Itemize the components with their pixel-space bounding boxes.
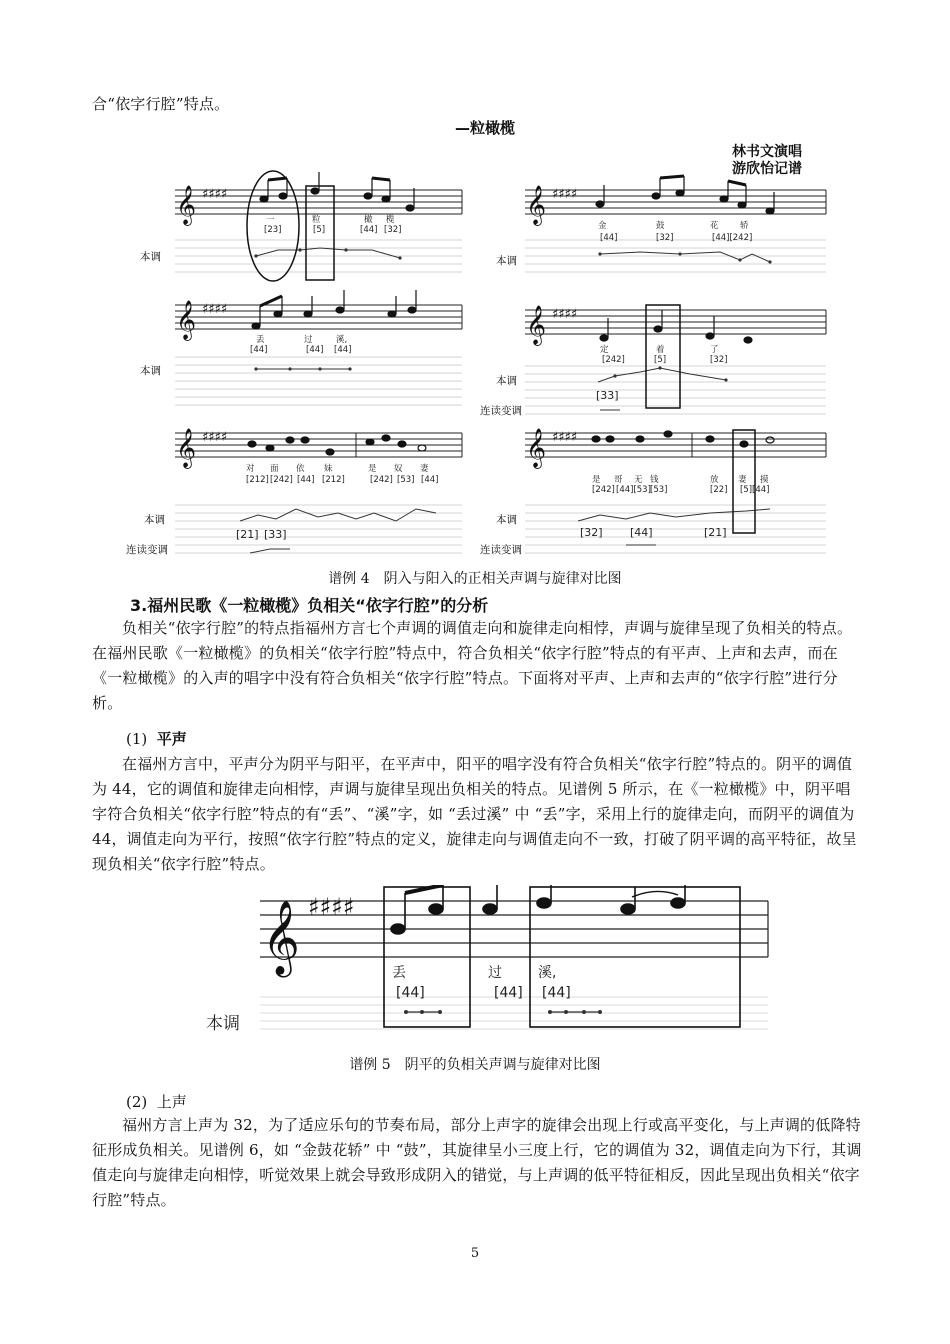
svg-text:𝄞: 𝄞	[526, 428, 547, 468]
right-label-ben-2: 本调	[496, 375, 517, 387]
tone-value: [53]	[650, 485, 668, 495]
tone-value: [53]	[397, 475, 415, 485]
tone-value: [5]	[654, 355, 667, 365]
subsection-1-num: (1)	[126, 730, 148, 748]
figure4-credit-2: 游欣怡记谱	[732, 161, 802, 177]
tone-value: [242]	[592, 485, 615, 495]
right-label-ben-3: 本调	[496, 514, 517, 526]
lyric: 是	[368, 464, 377, 474]
svg-text:♯♯♯♯: ♯♯♯♯	[552, 307, 578, 322]
lyric: 对	[246, 464, 255, 474]
fig5-tone: [44]	[494, 985, 523, 1001]
svg-text:♯♯♯♯: ♯♯♯♯	[202, 302, 228, 317]
lyric: 无	[634, 475, 643, 485]
figure4-caption: 谱例 4 阴入与阳入的正相关声调与旋律对比图	[328, 571, 622, 587]
tone-value: [44]	[297, 475, 315, 485]
left-label-ben-1: 本调	[140, 251, 161, 263]
left-label-ben-2: 本调	[140, 365, 161, 377]
left-label-ben-3: 本调	[144, 514, 165, 526]
tone-value: [5]	[313, 225, 326, 235]
lyric: 面	[270, 464, 279, 474]
tone-value: [44]	[600, 233, 618, 243]
lyric: 是	[592, 475, 601, 485]
tone-value: [22]	[710, 485, 728, 495]
subsection-1-heading	[126, 728, 187, 749]
fig5-lyric: 丢	[392, 965, 406, 981]
lyric: 橄	[364, 215, 373, 225]
svg-text:𝄞: 𝄞	[526, 185, 547, 225]
tone-value: [23]	[264, 225, 282, 235]
lyric: 依	[296, 464, 305, 474]
tone-value: [44]	[421, 475, 439, 485]
lyric: 定	[600, 345, 609, 355]
figure4-score	[0, 0, 950, 570]
svg-text:𝄞: 𝄞	[176, 185, 197, 225]
fig5-tone: [44]	[396, 985, 425, 1001]
tone-value: [44]	[630, 526, 653, 539]
tone-value: [32]	[710, 355, 728, 365]
tone-value: [44]	[360, 225, 378, 235]
svg-text:𝄞: 𝄞	[262, 901, 300, 975]
fig5-row-label: 本调	[206, 1014, 240, 1034]
tone-value: [212]	[246, 475, 269, 485]
lyric: 妻	[420, 464, 429, 474]
lyric: 丢	[256, 335, 265, 345]
right-label-lian-3: 连读变调	[480, 544, 522, 556]
section3-paragraph: 负相关“依字行腔”的特点指福州方言七个声调的调值走向和旋律走向相悖，声调与旋律呈现了负相关的特点。在福州民歌《一粒橄榄》的负相关“依字行腔”特点中，符合负相关“依字行腔”特点的有平声、上声和去声，而在《一粒橄榄》的入声的唱字中没有符合负相关“依字行腔”特点。下面将对平声、上声和去声的“依字行腔”进行分析。	[92, 619, 853, 712]
tone-value: [44][53]	[616, 485, 651, 495]
lyric: 放	[710, 475, 719, 485]
tone-value: [242]	[602, 355, 625, 365]
lyric: 过	[304, 335, 313, 345]
tone-value: [21]	[236, 528, 259, 541]
tone-value: [33]	[264, 528, 287, 541]
tone-value: [242]	[370, 475, 393, 485]
right-label-lian-2: 连读变调	[480, 405, 522, 417]
tone-value: [44]	[306, 345, 324, 355]
subsection-2-heading	[126, 1091, 187, 1112]
lyric: 了	[710, 345, 719, 355]
page-number: 5	[470, 1246, 480, 1261]
tone-value: [32]	[580, 526, 603, 539]
tone-value: [44]	[250, 345, 268, 355]
fig5-lyric: 过	[488, 965, 502, 981]
lyric: 着	[656, 345, 665, 355]
tone-value: [44][242]	[712, 233, 753, 243]
svg-text:♯♯♯♯: ♯♯♯♯	[552, 187, 578, 202]
lyric: 榄	[386, 215, 395, 225]
lyric: 摸	[760, 475, 769, 485]
continuation-line: 合“依字行腔”特点。	[92, 95, 230, 113]
svg-text:𝄞: 𝄞	[176, 300, 197, 340]
fig5-tone: [44]	[542, 985, 571, 1001]
tone-value: [21]	[704, 526, 727, 539]
subsection-2-title: 上声	[156, 1093, 187, 1111]
lyric: 金	[598, 221, 607, 231]
figure4-title: —粒橄榄	[455, 119, 516, 137]
figure5-caption: 谱例 5 阴平的负相关声调与旋律对比图	[349, 1057, 601, 1073]
subsection-1-title: 平声	[156, 730, 187, 748]
tone-value: [32]	[656, 233, 674, 243]
right-label-ben-1: 本调	[496, 255, 517, 267]
section-heading: 3.福州民歌《一粒橄榄》负相关“依字行腔”的分析	[130, 596, 489, 615]
left-label-lian-3: 连读变调	[126, 544, 168, 556]
tone-value: [5][44]	[740, 485, 770, 495]
svg-text:♯♯♯♯: ♯♯♯♯	[552, 430, 578, 445]
lyric: 钱	[650, 475, 659, 485]
svg-text:♯♯♯♯: ♯♯♯♯	[202, 187, 228, 202]
lyric: 粒	[312, 215, 321, 225]
lyric: 溪,	[336, 335, 348, 345]
tone-value: [44]	[334, 345, 352, 355]
tone-value: [32]	[384, 225, 402, 235]
lyric: 妻	[738, 475, 747, 485]
lyric: 轿	[740, 221, 749, 231]
subsection-2-paragraph: 福州方言上声为 32，为了适应乐句的节奏布局，部分上声字的旋律会出现上行或高平变化，与上声调的低降特征形成负相关。见谱例 6，如 “金鼓花轿” 中 “鼓”，其旋律呈小三度上行，它的调值为 32，调值走向为下行，其调值走向与旋律走向相悖，听觉效果上就会导致形成阴入的错觉，与上声调的低平特征相反，因此呈现出负相关“依字行腔”特点。	[92, 1116, 862, 1209]
lyric: 鼓	[656, 221, 665, 231]
lyric: 奴	[394, 464, 403, 474]
tone-value: [33]	[596, 389, 619, 402]
svg-text:𝄞: 𝄞	[176, 428, 197, 468]
tone-value: [242]	[270, 475, 293, 485]
lyric: 一	[266, 215, 275, 225]
fig5-lyric: 溪,	[538, 965, 557, 981]
lyric: 妹	[324, 464, 333, 474]
subsection-1-paragraph: 在福州方言中，平声分为阴平与阳平，在平声中，阳平的唱字没有符合负相关“依字行腔”特点的。阴平的调值为 44，它的调值和旋律走向相悖，声调与旋律呈现出负相关的特点。见谱例 5 所示，在《一粒橄榄》中，阴平唱字符合负相关“依字行腔”特点的有“丢”、“溪”字，如 “丢过溪” 中 “丢”字，采用上行的旋律走向，而阴平的调值为 44，调值走向为平行，按照“依字行腔”特点的定义，旋律走向与调值走向不一致，打破了阴平调的高平特征，故呈现负相关“依字行腔”特点。	[92, 755, 857, 873]
subsection-2-num: (2)	[126, 1093, 148, 1111]
figure4-credit-1: 林书文演唱	[732, 144, 802, 160]
svg-text:♯♯♯♯: ♯♯♯♯	[308, 893, 355, 921]
lyric: 哥	[614, 475, 623, 485]
lyric: 花	[710, 221, 719, 231]
tone-value: [212]	[322, 475, 345, 485]
figure5-score	[200, 885, 790, 1045]
svg-text:♯♯♯♯: ♯♯♯♯	[202, 430, 228, 445]
svg-text:𝄞: 𝄞	[526, 305, 547, 345]
